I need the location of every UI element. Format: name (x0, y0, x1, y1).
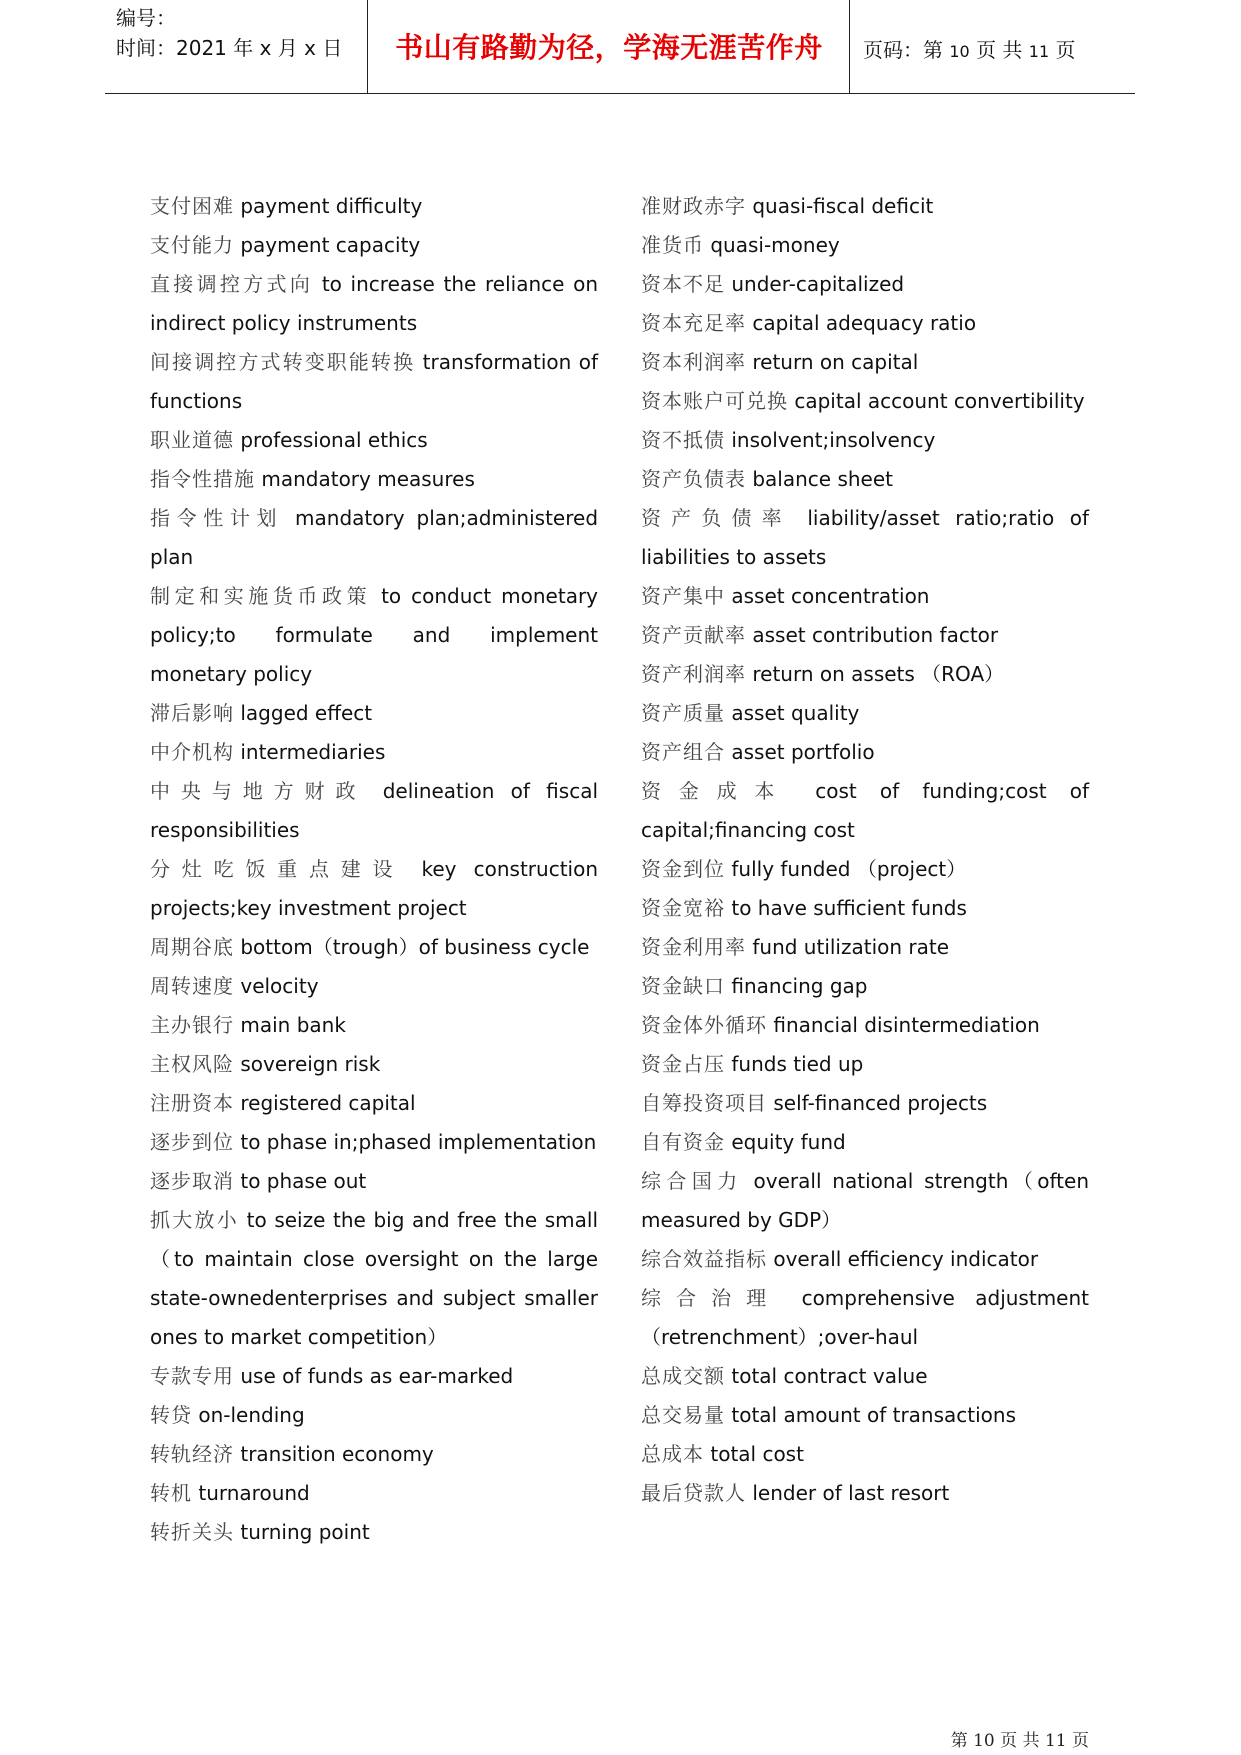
footer-mid: 页 共 (1000, 1731, 1040, 1751)
term-english: velocity (240, 974, 319, 998)
glossary-entry (150, 1123, 598, 1162)
term-chinese: 资金利用率 (641, 935, 746, 959)
glossary-entry (150, 850, 598, 928)
footer-total: 11 (1044, 1731, 1067, 1751)
glossary-entry (150, 967, 598, 1006)
term-chinese: 综合国力 (641, 1169, 743, 1193)
glossary-entry (150, 1084, 598, 1123)
term-english: transition economy (240, 1442, 434, 1466)
glossary-entry (641, 1045, 1089, 1084)
term-chinese: 转机 (150, 1481, 192, 1505)
term-english: asset contribution factor (752, 623, 999, 647)
page-suffix: 页 (1055, 38, 1076, 62)
term-english: asset quality (731, 701, 860, 725)
glossary-entry (150, 733, 598, 772)
term-english: capital adequacy ratio (752, 311, 977, 335)
glossary-entry (641, 460, 1089, 499)
glossary-entry (641, 1123, 1089, 1162)
term-english: key construction projects;key investment project (150, 857, 598, 920)
term-chinese: 专款专用 (150, 1364, 234, 1388)
glossary-entry (150, 1357, 598, 1396)
term-chinese: 自有资金 (641, 1130, 725, 1154)
page-mid: 页 共 (976, 38, 1023, 62)
term-chinese: 总成交额 (641, 1364, 725, 1388)
term-chinese: 中介机构 (150, 740, 234, 764)
page-header (105, 0, 1135, 94)
term-chinese: 资产贡献率 (641, 623, 746, 647)
glossary-entry (150, 1045, 598, 1084)
glossary-entry (150, 1435, 598, 1474)
term-english: financial disintermediation (773, 1013, 1040, 1037)
term-english: to phase in;phased implementation (240, 1130, 597, 1154)
glossary-entry (641, 967, 1089, 1006)
glossary-entry (641, 1006, 1089, 1045)
glossary-entry (641, 850, 1089, 889)
glossary-entry (641, 694, 1089, 733)
glossary-entry (641, 1357, 1089, 1396)
glossary-entry (641, 226, 1089, 265)
term-english: overall national strength（often measured by GDP） (641, 1169, 1090, 1232)
term-chinese: 直接调控方式向 (150, 272, 314, 296)
term-english: balance sheet (752, 467, 894, 491)
glossary-entry (150, 928, 598, 967)
term-english: payment difficulty (240, 194, 423, 218)
glossary-entry (641, 304, 1089, 343)
glossary-entry (150, 694, 598, 733)
term-english: total cost (710, 1442, 804, 1466)
term-english: to increase the reliance on indirect policy instruments (150, 272, 599, 335)
term-english: quasi-fiscal deficit (752, 194, 934, 218)
glossary-entry (641, 1162, 1089, 1240)
term-chinese: 指令性计划 (150, 506, 284, 530)
glossary-entry (150, 1513, 598, 1552)
term-english: equity fund (731, 1130, 846, 1154)
term-english: transformation of functions (150, 350, 599, 413)
term-english: fund utilization rate (752, 935, 950, 959)
glossary-column-right (641, 187, 1089, 1513)
term-english: sovereign risk (240, 1052, 381, 1076)
term-english: professional ethics (240, 428, 428, 452)
glossary-entry (150, 772, 598, 850)
term-chinese: 主办银行 (150, 1013, 234, 1037)
term-english: liability/asset ratio;ratio of liabilities to assets (641, 506, 1090, 569)
glossary-entry (641, 616, 1089, 655)
glossary-entry (150, 499, 598, 577)
term-chinese: 支付困难 (150, 194, 234, 218)
page-total: 11 (1028, 42, 1050, 61)
term-english: comprehensive adjustment（retrenchment）;over-haul (641, 1286, 1089, 1349)
term-english: asset concentration (731, 584, 930, 608)
glossary-entry (641, 1396, 1089, 1435)
glossary-entry (641, 733, 1089, 772)
glossary-entry (150, 1474, 598, 1513)
document-date: 时间：2021 年 x 月 x 日 (116, 36, 343, 60)
term-english: bottom（trough）of business cycle (240, 935, 590, 959)
glossary-entry (641, 1279, 1089, 1357)
term-chinese: 准财政赤字 (641, 194, 746, 218)
term-chinese: 自筹投资项目 (641, 1091, 767, 1115)
term-chinese: 分灶吃饭重点建设 (150, 857, 405, 881)
glossary-entry (150, 1162, 598, 1201)
term-english: return on assets （ROA） (752, 662, 1005, 686)
term-chinese: 转折关头 (150, 1520, 234, 1544)
term-chinese: 制定和实施货币政策 (150, 584, 372, 608)
term-chinese: 抓大放小 (150, 1208, 240, 1232)
term-chinese: 资本利润率 (641, 350, 746, 374)
footer-prefix: 第 (950, 1731, 968, 1751)
term-english: financing gap (731, 974, 868, 998)
glossary-entry (641, 187, 1089, 226)
term-english: registered capital (240, 1091, 416, 1115)
glossary-entry (150, 1396, 598, 1435)
glossary-entry (641, 655, 1089, 694)
header-divider (367, 0, 368, 93)
term-chinese: 综合效益指标 (641, 1247, 767, 1271)
term-chinese: 周期谷底 (150, 935, 234, 959)
term-chinese: 注册资本 (150, 1091, 234, 1115)
term-english: turnaround (198, 1481, 310, 1505)
glossary-entry (641, 1435, 1089, 1474)
glossary-column-left (150, 187, 598, 1552)
term-chinese: 资金到位 (641, 857, 725, 881)
term-english: fully funded （project） (731, 857, 967, 881)
glossary-entry (150, 226, 598, 265)
term-chinese: 资产组合 (641, 740, 725, 764)
glossary-entry (641, 889, 1089, 928)
term-chinese: 最后贷款人 (641, 1481, 746, 1505)
term-chinese: 主权风险 (150, 1052, 234, 1076)
term-chinese: 资产负债表 (641, 467, 746, 491)
term-english: total amount of transactions (731, 1403, 1017, 1427)
footer-current: 10 (973, 1731, 995, 1751)
term-english: mandatory plan;administered plan (150, 506, 599, 569)
term-chinese: 资金缺口 (641, 974, 725, 998)
term-english: turning point (240, 1520, 370, 1544)
glossary-entry (150, 265, 598, 343)
glossary-entry (150, 1201, 598, 1357)
glossary-entry (641, 265, 1089, 304)
glossary-entry (641, 343, 1089, 382)
header-meta (116, 3, 366, 63)
term-english: lender of last resort (752, 1481, 950, 1505)
term-english: overall efficiency indicator (773, 1247, 1039, 1271)
glossary-entry (150, 187, 598, 226)
term-chinese: 资金体外循环 (641, 1013, 767, 1037)
term-english: funds tied up (731, 1052, 864, 1076)
term-english: self-financed projects (773, 1091, 988, 1115)
term-chinese: 资本不足 (641, 272, 725, 296)
glossary-entry (150, 577, 598, 694)
term-chinese: 转轨经济 (150, 1442, 234, 1466)
term-chinese: 职业道德 (150, 428, 234, 452)
term-english: use of funds as ear-marked (240, 1364, 514, 1388)
term-chinese: 资金成本 (641, 779, 793, 803)
term-english: to have sufficient funds (731, 896, 967, 920)
term-english: to seize the big and free the small（to maintain close oversight on the large state-ownedenterprises and subject smaller ones to market competition） (150, 1208, 599, 1349)
term-chinese: 转贷 (150, 1403, 192, 1427)
term-chinese: 滞后影响 (150, 701, 234, 725)
term-chinese: 资产质量 (641, 701, 725, 725)
term-english: asset portfolio (731, 740, 875, 764)
term-chinese: 总交易量 (641, 1403, 725, 1427)
term-english: under-capitalized (731, 272, 905, 296)
glossary-entry (150, 421, 598, 460)
term-chinese: 综合治理 (641, 1286, 782, 1310)
term-chinese: 逐步到位 (150, 1130, 234, 1154)
glossary-entry (641, 1084, 1089, 1123)
glossary-entry (641, 382, 1089, 421)
glossary-entry (641, 499, 1089, 577)
term-english: return on capital (752, 350, 919, 374)
term-chinese: 周转速度 (150, 974, 234, 998)
glossary-entry (641, 421, 1089, 460)
term-english: mandatory measures (261, 467, 475, 491)
glossary-entry (641, 1474, 1089, 1513)
term-chinese: 资金宽裕 (641, 896, 725, 920)
term-english: quasi-money (710, 233, 840, 257)
term-chinese: 资产集中 (641, 584, 725, 608)
term-english: total contract value (731, 1364, 928, 1388)
term-english: to phase out (240, 1169, 367, 1193)
term-english: cost of funding;cost of capital;financing cost (641, 779, 1089, 842)
term-english: capital account convertibility (794, 389, 1085, 413)
term-english: insolvent;insolvency (731, 428, 936, 452)
term-chinese: 间接调控方式转变职能转换 (150, 350, 416, 374)
glossary-entry (150, 1006, 598, 1045)
page-prefix: 页码：第 (863, 38, 943, 62)
term-chinese: 总成本 (641, 1442, 704, 1466)
term-chinese: 中央与地方财政 (150, 779, 367, 803)
term-english: intermediaries (240, 740, 386, 764)
term-chinese: 准货币 (641, 233, 704, 257)
term-chinese: 指令性措施 (150, 467, 255, 491)
term-chinese: 资产利润率 (641, 662, 746, 686)
glossary-entry (641, 772, 1089, 850)
glossary-entry (641, 1240, 1089, 1279)
term-chinese: 资本账户可兑换 (641, 389, 788, 413)
term-english: to conduct monetary policy;to formulate and implement monetary policy (150, 584, 599, 686)
term-chinese: 资产负债率 (641, 506, 792, 530)
term-chinese: 资金占压 (641, 1052, 725, 1076)
glossary-entry (641, 928, 1089, 967)
document-code-label: 编号： (116, 6, 176, 30)
term-english: payment capacity (240, 233, 421, 257)
term-english: on-lending (198, 1403, 305, 1427)
term-english: delineation of fiscal responsibilities (150, 779, 599, 842)
term-chinese: 支付能力 (150, 233, 234, 257)
glossary-entry (641, 577, 1089, 616)
header-divider (849, 0, 850, 93)
glossary-entry (150, 343, 598, 421)
term-chinese: 资不抵债 (641, 428, 725, 452)
page-footer (951, 1726, 1089, 1751)
header-motto: 书山有路勤为径，学海无涯苦作舟 (395, 31, 823, 64)
term-chinese: 逐步取消 (150, 1169, 234, 1193)
footer-suffix: 页 (1072, 1731, 1089, 1751)
term-english: main bank (240, 1013, 346, 1037)
page-current: 10 (949, 42, 970, 61)
glossary-entry (150, 460, 598, 499)
term-chinese: 资本充足率 (641, 311, 746, 335)
term-english: lagged effect (240, 701, 373, 725)
header-page-number (863, 34, 1076, 63)
